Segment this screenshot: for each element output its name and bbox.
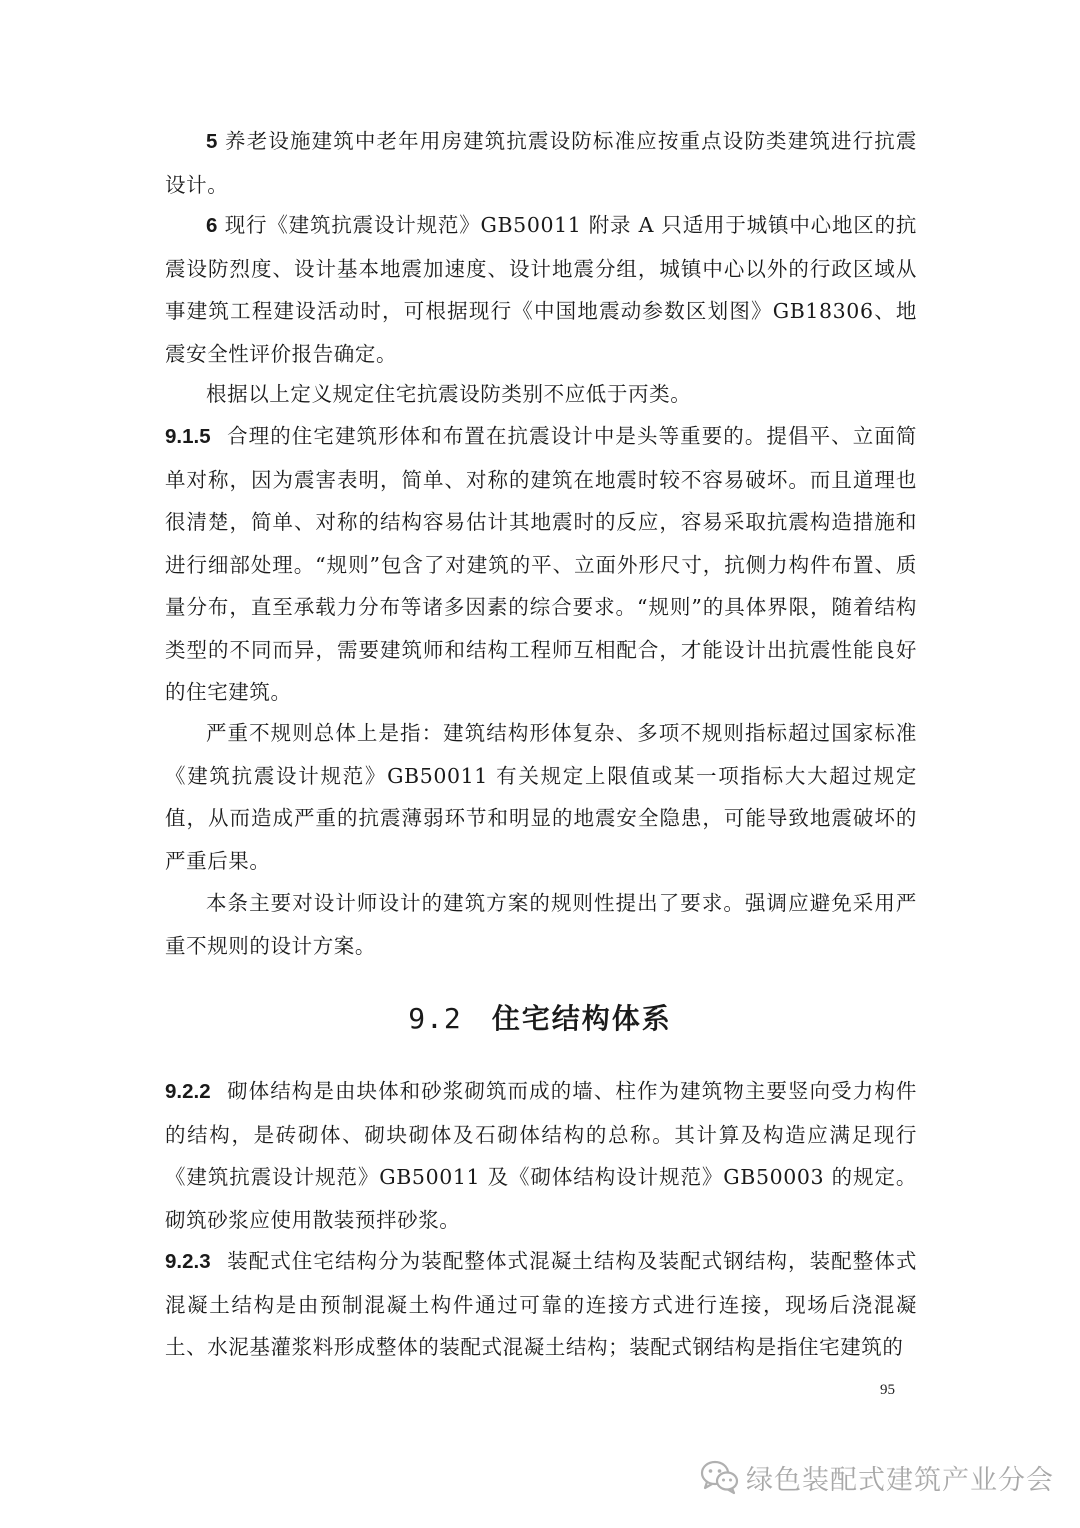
paragraph-category-conclusion: 根据以上定义规定住宅抗震设防类别不应低于丙类。 (206, 382, 692, 406)
paragraph-irregularity-definition: 严重不规则总体上是指：建筑结构形体复杂、多项不规则指标超过国家标准《建筑抗震设计规范》GB50011 有关规定上限值或某一项指标大大超过规定值，从而造成严重的抗震薄弱环节和明显的地震安全隐患，可能导致地震破坏的严重后果。 (165, 721, 917, 873)
paragraph-text: 现行《建筑抗震设计规范》GB50011 附录 A 只适用于城镇中心地区的抗震设防烈度、设计基本地震加速度、设计地震分组，城镇中心以外的行政区域从事建筑工程建设活动时，可根据现行《中国地震动参数区划图》GB18306、地震安全性评价报告确定。 (165, 213, 917, 366)
section-title: 住宅结构体系 (491, 1002, 672, 1035)
clause-text: 装配式住宅结构分为装配整体式混凝土结构及装配式钢结构，装配整体式混凝土结构是由预制混凝土构件通过可靠的连接方式进行连接，现场后浇混凝土、水泥基灌浆料形成整体的装配式混凝土结构；装配式钢结构是指住宅建筑的 (165, 1249, 917, 1359)
paragraph-text: 养老设施建筑中老年用房建筑抗震设防标准应按重点设防类建筑进行抗震设计。 (165, 129, 917, 197)
item-number: 5 (206, 130, 218, 153)
clause-text: 砌体结构是由块体和砂浆砌筑而成的墙、柱作为建筑物主要竖向受力构件的结构，是砖砌体、砌块砌体及石砌体结构的总称。其计算及构造应满足现行《建筑抗震设计规范》GB50011 及《砌体结构设计规范》GB50003 的规定。砌筑砂浆应使用散装预拌砂浆。 (165, 1079, 917, 1232)
clause-number: 9.2.3 (165, 1250, 211, 1273)
page-number: 95 (880, 1382, 895, 1398)
section-heading (0, 995, 1080, 1043)
item-number: 6 (206, 214, 218, 237)
clause-text: 合理的住宅建筑形体和布置在抗震设计中是头等重要的。提倡平、立面简单对称，因为震害表明，简单、对称的建筑在地震时较不容易破坏。而且道理也很清楚，简单、对称的结构容易估计其地震时的反应，容易采取抗震构造措施和进行细部处理。“规则”包含了对建筑的平、立面外形尺寸，抗侧力构件布置、质量分布，直至承载力分布等诸多因素的综合要求。“规则”的具体界限，随着结构类型的不同而异，需要建筑师和结构工程师互相配合，才能设计出抗震性能良好的住宅建筑。 (165, 424, 917, 704)
clause-number: 9.2.2 (165, 1080, 211, 1103)
section-number: 9.2 (408, 1002, 462, 1035)
clause-9-2-3 (165, 1240, 917, 1369)
wechat-icon (700, 1459, 740, 1495)
clause-9-2-2 (165, 1070, 917, 1241)
watermark (700, 1455, 1054, 1499)
clause-number: 9.1.5 (165, 425, 211, 448)
watermark-text: 绿色装配式建筑产业分会 (746, 1464, 1054, 1496)
clause-9-1-5 (165, 415, 917, 714)
paragraph-design-requirement: 本条主要对设计师设计的建筑方案的规则性提出了要求。强调应避免采用严重不规则的设计方案。 (165, 891, 917, 958)
paragraph-item-5 (165, 120, 917, 206)
paragraph-item-6 (165, 204, 917, 375)
